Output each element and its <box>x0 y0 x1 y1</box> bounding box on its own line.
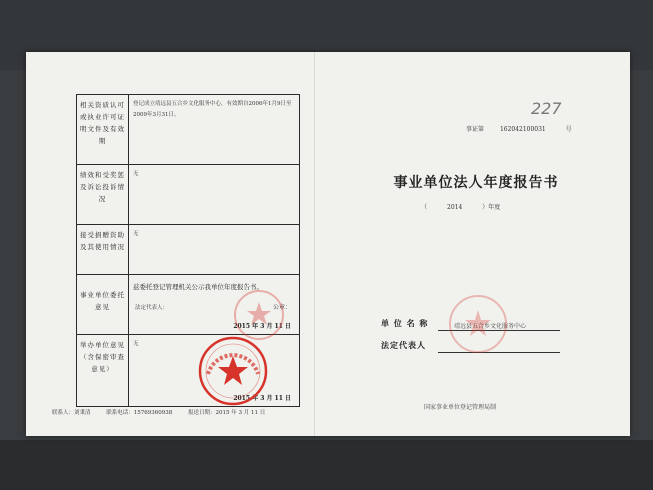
report-document <box>26 52 630 436</box>
row-value-cell <box>129 165 300 225</box>
row-label-cell <box>77 275 129 335</box>
red-seal-stamp <box>196 334 270 408</box>
row-label-cell <box>77 225 129 275</box>
delegate-statement: 兹委托登记管理机关公示我单位年度报告书。 <box>133 283 263 291</box>
row-label: 绩效和受奖惩及诉讼投诉情况 <box>80 171 125 203</box>
cert-no-label: 事证第 <box>466 126 485 133</box>
row-value: 无 <box>133 171 139 177</box>
report-title: 事业单位法人年度报告书 <box>393 175 559 191</box>
row-value: 无 <box>133 341 139 347</box>
row-value: 无 <box>133 231 139 237</box>
row-label: 事业单位委托意见 <box>80 291 125 311</box>
row-label-cell <box>77 165 129 225</box>
cert-no-suffix: 号 <box>565 126 572 133</box>
report-date: 报送日期：2015 年 3 月 11 日 <box>188 410 266 416</box>
left-page-footer <box>52 408 304 416</box>
row-label-cell <box>77 335 129 407</box>
contact-person: 联系人：刘秉清 <box>52 410 91 416</box>
row-label: 接受捐赠资助及其使用情况 <box>80 231 125 251</box>
certificate-number <box>466 124 572 133</box>
table-row <box>77 225 300 275</box>
faint-unit-seal <box>446 292 510 356</box>
year-close: ）年度 <box>482 204 501 211</box>
seal-label: 公章： <box>272 304 291 311</box>
background-bottom <box>0 440 653 490</box>
row-label: 举办单位意见（含保密审查意见） <box>80 341 125 373</box>
year-value: 2014 <box>447 204 463 211</box>
row-value-cell <box>129 95 300 165</box>
row-value: 登记成立靖远县五合乡文化服务中心，有效期自2006年1月9日至2009年3月31日。 <box>133 101 292 118</box>
legal-rep-label: 法定代表人 <box>381 341 426 350</box>
table-row <box>77 95 300 165</box>
report-year <box>421 202 500 211</box>
contact-phone: 联系电话：15769360938 <box>106 410 173 416</box>
unit-name-value: 靖远县五合乡文化服务中心 <box>454 323 527 330</box>
row-label: 相关资质认可或执业许可证明文件及有效期 <box>80 101 125 145</box>
handwritten-number: 227 <box>531 99 562 118</box>
issuing-authority: 国家事业单位登记管理局制 <box>424 404 497 411</box>
legal-rep-signature-label: 法定代表人： <box>135 305 169 311</box>
sponsor-date: 2015 年 3 月 11 日 <box>233 395 291 402</box>
page-fold <box>314 52 315 436</box>
row-value-cell <box>129 225 300 275</box>
row-label-cell <box>77 95 129 165</box>
table-row <box>77 165 300 225</box>
year-open: （ <box>421 204 428 211</box>
delegate-date: 2015 年 3 月 11 日 <box>233 323 291 330</box>
cert-no-value: 162042100031 <box>499 126 546 133</box>
unit-name-label: 单 位 名 称 <box>381 319 429 328</box>
